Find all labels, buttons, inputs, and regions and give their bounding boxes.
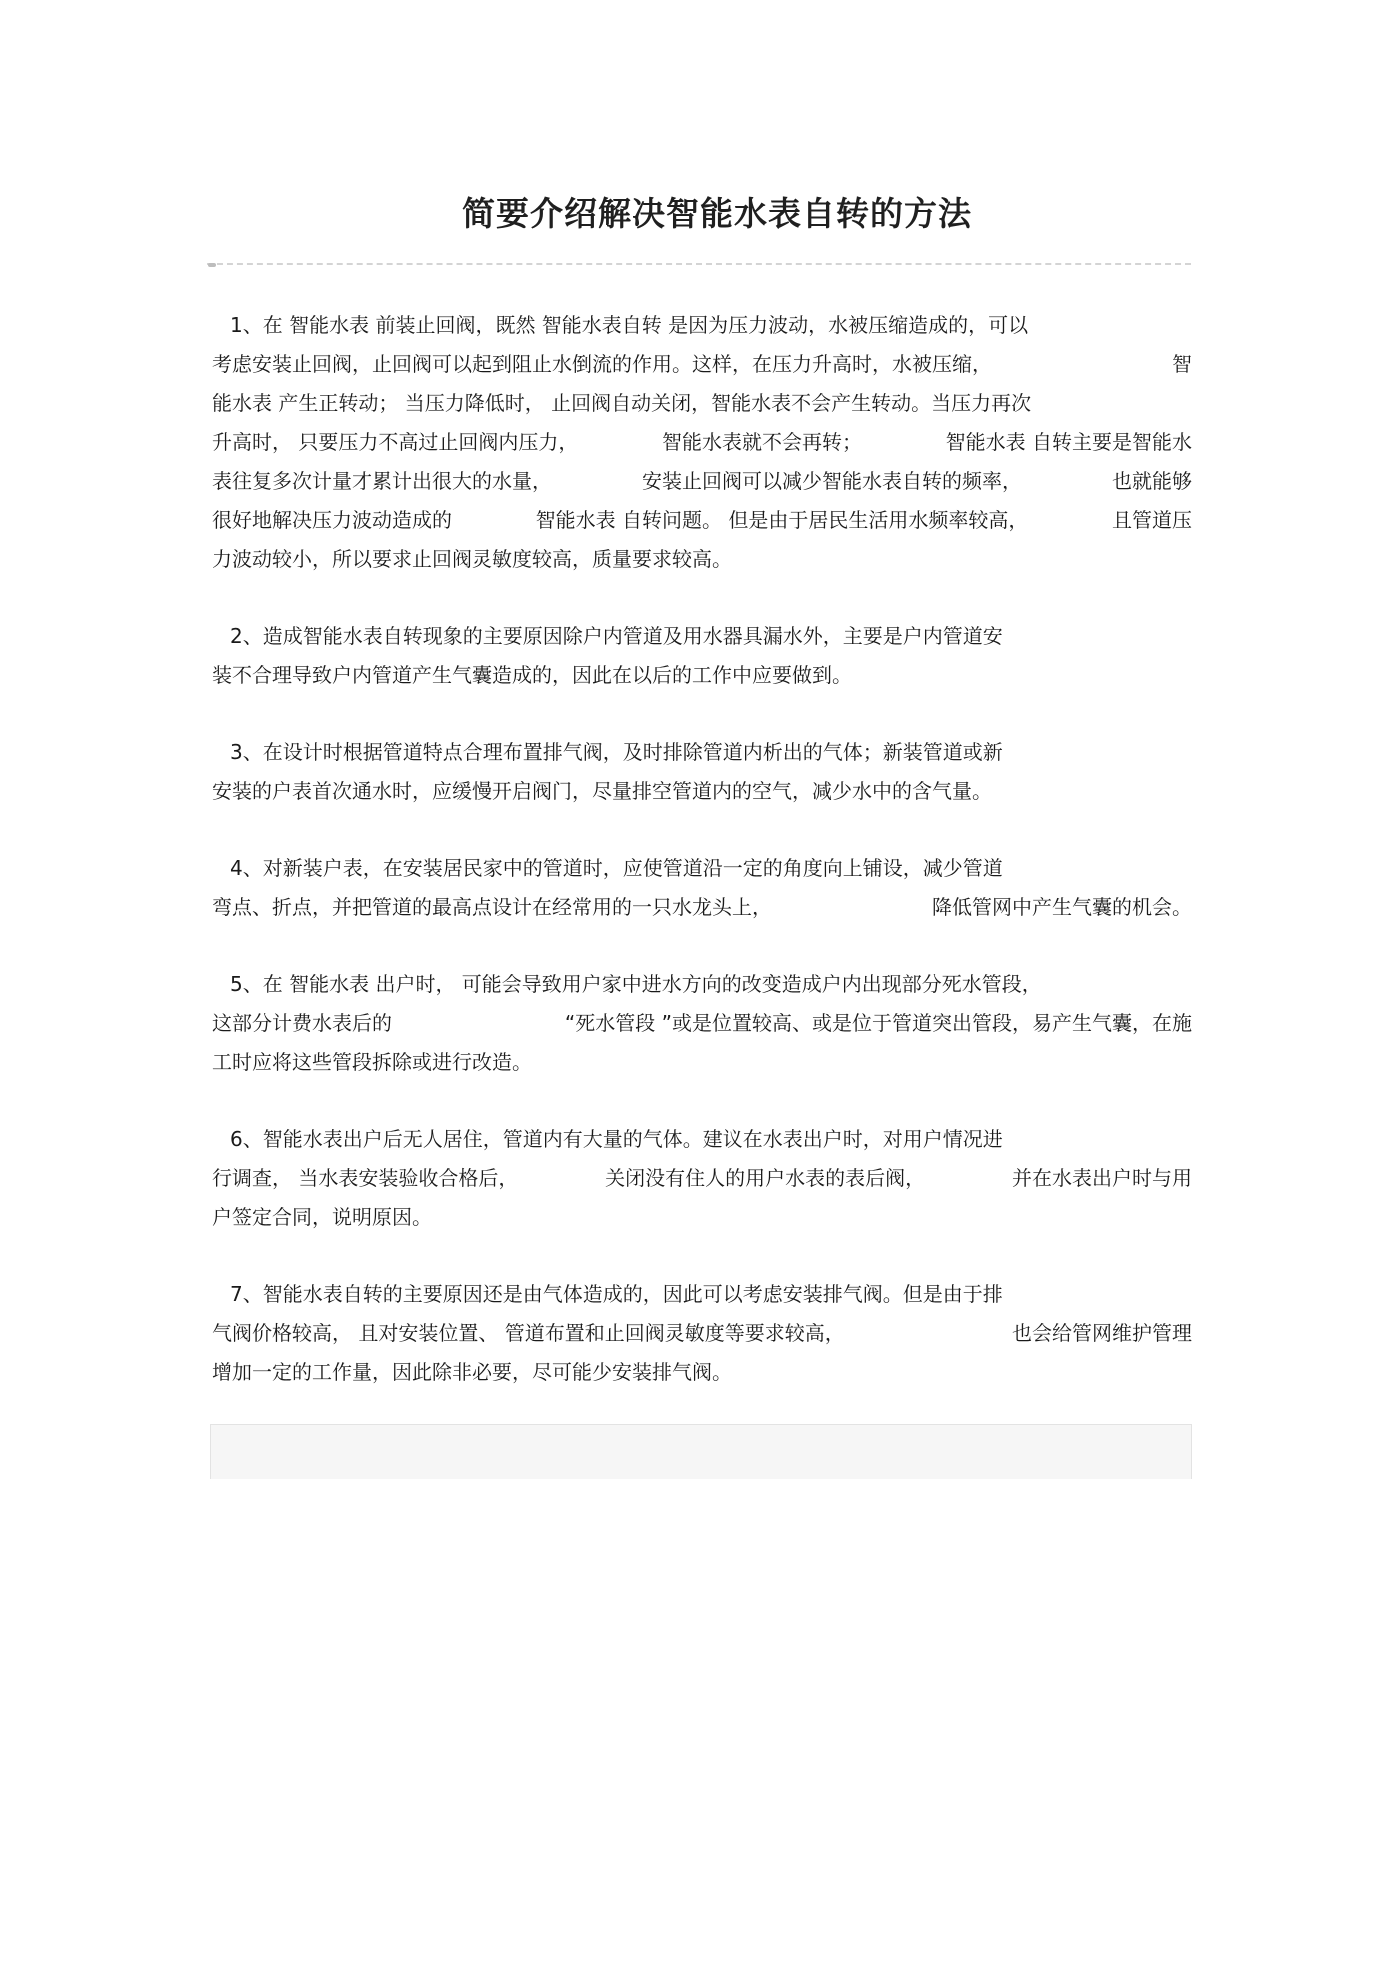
text-segment: 智能水表 自转问题。 但是由于居民生活用水频率较高， [535,508,1029,532]
text-segment: 5、在 智能水表 出户时， 可能会导致用户家中进水方向的改变造成户内出现部分死水管段， [230,972,1042,996]
text-segment: 弯点、折点，并把管道的最高点设计在经常用的一只水龙头上， [212,895,772,919]
text-line [212,965,1192,1004]
text-line [212,888,1192,927]
text-line [212,617,1192,656]
text-segment: 关闭没有住人的用户水表的表后阀， [605,1166,926,1190]
paragraph-7 [212,1275,1192,1392]
text-line [212,656,1192,695]
text-segment: 降低管网中产生气囊的机会。 [932,895,1192,919]
text-segment: 增加一定的工作量，因此除非必要，尽可能少安装排气阀。 [212,1360,732,1384]
text-segment: 3、在设计时根据管道特点合理布置排气阀，及时排除管道内析出的气体；新装管道或新 [230,740,1003,764]
text-line [212,1159,1192,1198]
title-divider [207,263,1191,265]
text-segment: 能水表 产生正转动； 当压力降低时， 止回阀自动关闭，智能水表不会产生转动。当压力再次 [212,391,1032,415]
text-line [212,345,1192,384]
text-segment: 7、智能水表自转的主要原因还是由气体造成的，因此可以考虑安装排气阀。但是由于排 [230,1282,1003,1306]
text-segment: 装不合理导致户内管道产生气囊造成的，因此在以后的工作中应要做到。 [212,663,852,687]
text-segment: 表往复多次计量才累计出很大的水量， [212,469,552,493]
text-segment: 行调查， 当水表安装验收合格后， [212,1166,519,1190]
text-segment: 智 [1172,352,1192,376]
text-segment: 气阀价格较高， 且对安装位置、 管道布置和止回阀灵敏度等要求较高， [212,1321,845,1345]
paragraph-6 [212,1120,1192,1237]
text-line [212,1275,1192,1314]
text-line [212,306,1192,345]
text-line [212,1198,1192,1237]
text-segment: 很好地解决压力波动造成的 [212,508,452,532]
text-line [212,462,1192,501]
text-line [212,1120,1192,1159]
text-segment: “死水管段 ”或是位置较高、或是位于管道突出管段，易产生气囊，在施 [564,1011,1192,1035]
text-segment: 户签定合同，说明原因。 [212,1205,432,1229]
text-line [212,423,1192,462]
text-segment: 智能水表就不会再转； [662,430,862,454]
text-segment: 也会给管网维护管理 [1012,1321,1192,1345]
text-segment: 工时应将这些管段拆除或进行改造。 [212,1050,532,1074]
text-line [212,1353,1192,1392]
text-segment: 智能水表 自转主要是智能水 [945,430,1192,454]
text-segment: 4、对新装户表，在安装居民家中的管道时，应使管道沿一定的角度向上铺设，减少管道 [230,856,1003,880]
text-line [212,1043,1192,1082]
text-segment: 并在水表出户时与用 [1011,1166,1192,1190]
text-segment: 1、在 智能水表 前装止回阀，既然 智能水表自转 是因为压力波动，水被压缩造成的，可以 [230,313,1029,337]
text-segment: 力波动较小，所以要求止回阀灵敏度较高，质量要求较高。 [212,547,732,571]
text-line [212,1314,1192,1353]
text-line [212,849,1192,888]
paragraph-4 [212,849,1192,927]
divider-marker [208,263,216,267]
text-line [212,733,1192,772]
text-segment: 2、造成智能水表自转现象的主要原因除户内管道及用水器具漏水外，主要是户内管道安 [230,624,1003,648]
text-segment: 也就能够 [1112,469,1192,493]
text-line [212,540,1192,579]
text-segment: 安装止回阀可以减少智能水表自转的频率， [642,469,1022,493]
paragraph-5 [212,965,1192,1082]
paragraph-2 [212,617,1192,695]
text-line [212,1004,1192,1043]
text-segment: 升高时， 只要压力不高过止回阀内压力， [212,430,579,454]
text-segment: 这部分计费水表后的 [212,1011,392,1035]
article-body [212,306,1192,1430]
text-segment: 考虑安装止回阀，止回阀可以起到阻止水倒流的作用。这样，在压力升高时，水被压缩， [212,352,992,376]
paragraph-3 [212,733,1192,811]
text-segment: 6、智能水表出户后无人居住，管道内有大量的气体。建议在水表出户时，对用户情况进 [230,1127,1003,1151]
page-title: 简要介绍解决智能水表自转的方法 [462,194,972,233]
text-segment: 且管道压 [1112,508,1192,532]
text-line [212,384,1192,423]
footer-panel [210,1424,1192,1479]
text-line [212,501,1192,540]
text-segment: 安装的户表首次通水时，应缓慢开启阀门，尽量排空管道内的空气，减少水中的含气量。 [212,779,992,803]
text-line [212,772,1192,811]
paragraph-1 [212,306,1192,579]
